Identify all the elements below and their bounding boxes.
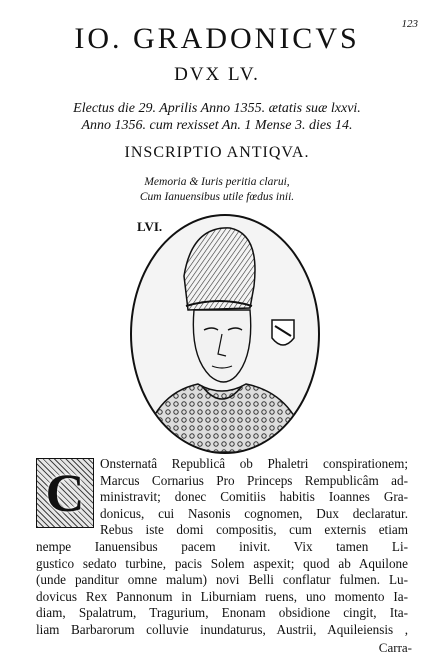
portrait-frame: [130, 214, 320, 454]
body-line: diam, Spalatrum, Tragurium, Enonam obsidione cingit, Ita-: [36, 605, 408, 621]
catchword: Carra-: [378, 640, 412, 655]
portrait-engraving-icon: [132, 216, 318, 452]
inscription-heading: INSCRIPTIO ANTIQVA.: [124, 144, 310, 161]
body-line: Marcus Cornarius Pro Princeps Rempublicâm ad-: [100, 472, 408, 488]
page-title: IO. GRADONICVS: [74, 22, 360, 55]
body-line: nempe Ianuensibus pacem inivit. Vix tamen Li-: [36, 538, 408, 554]
body-line: ministravit; donec Comitiis habitis Ioannes Gra-: [100, 489, 408, 505]
inscription-line: Cum Ianuensibus utile fœdus inii.: [139, 191, 295, 203]
body-line: (unde panditur omne malum) novi Belli conflatur fulmen. Lu-: [36, 572, 408, 588]
inscription: [0, 175, 434, 205]
election-info: [0, 100, 434, 134]
page-subtitle: DVX LV.: [174, 64, 260, 85]
body-line: dovicus Rex Pannonum in Liburniam ruens, uno momento Ia-: [36, 588, 408, 604]
body-text: [36, 456, 408, 639]
dropcap-initial: [36, 458, 94, 528]
page-number: 123: [401, 18, 418, 30]
body-line: Onsternatâ Republicâ ob Phaletri conspirationem;: [100, 456, 408, 471]
election-line: Electus die 29. Aprilis Anno 1355. ætatis suæ lxxvi.: [73, 101, 361, 116]
dropcap-letter: C: [45, 463, 85, 523]
portrait-number: LVI.: [137, 219, 163, 234]
election-line: Anno 1356. cum rexisset An. 1 Mense 3. dies 14.: [81, 118, 353, 133]
body-line: gustico sedato turbine, pacis Solem aspexit; quod ab Aquilone: [36, 555, 408, 571]
body-line: donicus, cui Nasonis cognomen, Dux declaratur.: [100, 505, 408, 521]
body-line: Rebus iste domi compositis, cum externis etiam: [100, 522, 408, 538]
body-line: liam Barbarorum colluvie inundaturus, Austrii, Aquileiensis ,: [36, 621, 408, 637]
inscription-line: Memoria & Iuris peritia clarui,: [144, 176, 290, 188]
